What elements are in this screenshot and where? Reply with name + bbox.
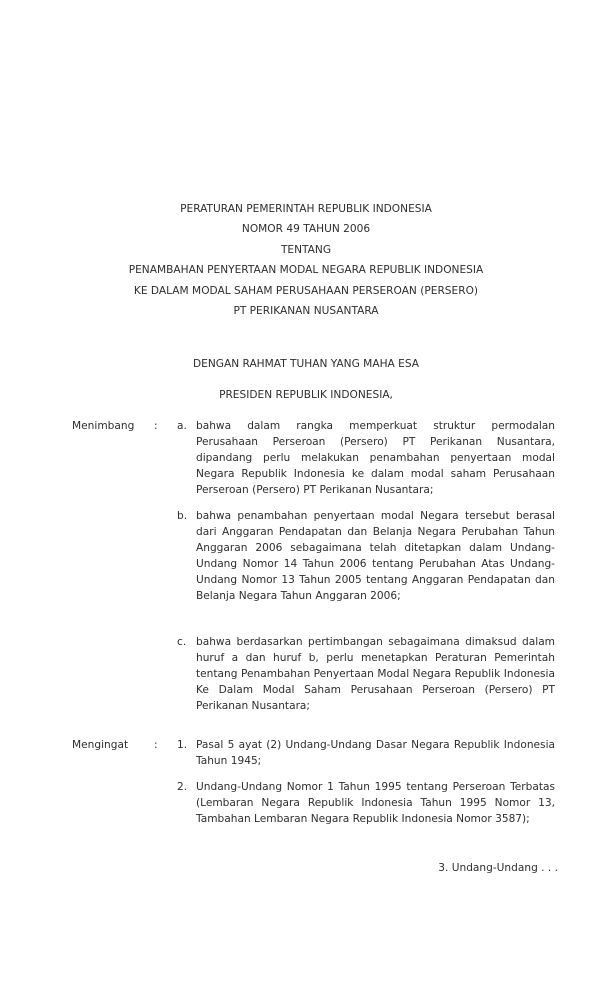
mengingat-item-2 [177, 779, 555, 827]
item-text: bahwa berdasarkan pertimbangan sebagaimana dimaksud dalam huruf a dan huruf b, perlu menetapkan Peraturan Pemerintah tentang Penambahan Penyertaan Modal Negara Republik Indonesia Ke Dalam Modal Saham Perusahaan Perseroan (Persero) PT Perikanan Nusantara; [196, 636, 555, 712]
title-line-about: TENTANG [280, 243, 332, 256]
title-line-subject-3: PT PERIKANAN NUSANTARA [233, 304, 379, 317]
menimbang-label: Menimbang [72, 420, 135, 432]
item-text: bahwa dalam rangka memperkuat struktur permodalan Perusahaan Perseroan (Persero) PT Perikanan Nusantara, dipandang perlu melakukan penambahan penyertaan modal Negara Republik Indonesia ke dalam modal saham Perusahaan Perseroan (Persero) PT Perikanan Nusantara; [196, 420, 555, 496]
mengingat-label: Mengingat [72, 739, 129, 751]
title-line-subject-1: PENAMBAHAN PENYERTAAN MODAL NEGARA REPUBLIK INDONESIA [128, 264, 484, 277]
document-title-block [0, 201, 612, 323]
invocation-line: DENGAN RAHMAT TUHAN YANG MAHA ESA [192, 358, 420, 370]
item-marker: 1. [177, 739, 188, 751]
title-line-subject-2: KE DALAM MODAL SAHAM PERUSAHAAN PERSEROAN (PERSERO) [133, 284, 479, 297]
page-continuation-catchword: 3. Undang-Undang . . . [438, 862, 558, 874]
menimbang-colon: : [154, 420, 158, 432]
item-marker: b. [177, 510, 188, 522]
item-marker: c. [177, 636, 187, 648]
item-text: bahwa penambahan penyertaan modal Negara tersebut berasal dari Anggaran Pendapatan dan Belanja Negara Perubahan Tahun Anggaran 2006 sebagaimana telah ditetapkan dalam Undang-Undang Nomor 14 Tahun 2006 tentang Perubahan Atas Undang-Undang Nomor 13 Tahun 2005 tentang Anggaran Pendapatan dan Belanja Negara Tahun Anggaran 2006; [196, 510, 555, 602]
item-text: Pasal 5 ayat (2) Undang-Undang Dasar Negara Republik Indonesia Tahun 1945; [196, 739, 555, 767]
menimbang-item-c [177, 634, 555, 714]
menimbang-item-a [177, 418, 555, 498]
president-line: PRESIDEN REPUBLIK INDONESIA, [219, 389, 393, 401]
menimbang-item-b [177, 508, 555, 604]
title-line-number: NOMOR 49 TAHUN 2006 [241, 223, 371, 236]
item-marker: 2. [177, 781, 188, 793]
mengingat-item-1 [177, 737, 555, 769]
item-text: Undang-Undang Nomor 1 Tahun 1995 tentang Perseroan Terbatas (Lembaran Negara Republik Indonesia Tahun 1995 Nomor 13, Tambahan Lembaran Negara Republik Indonesia Nomor 3587); [196, 781, 555, 825]
item-marker: a. [177, 420, 187, 432]
mengingat-colon: : [154, 739, 158, 751]
title-line-regulation: PERATURAN PEMERINTAH REPUBLIK INDONESIA [180, 203, 432, 215]
